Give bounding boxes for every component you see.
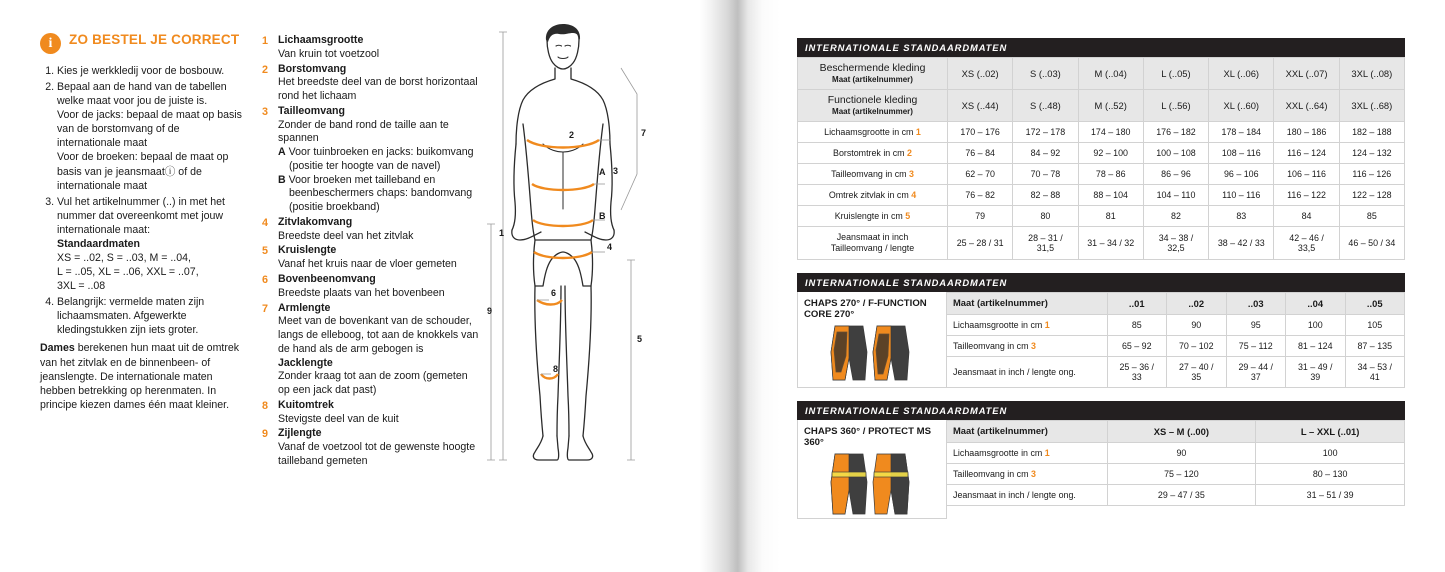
table-row (798, 90, 1405, 122)
table3-row1-label (947, 463, 1107, 484)
intro-block (40, 32, 245, 412)
table-cell: 70 – 78 (1013, 164, 1078, 185)
measurement-sub-text: Voor tuinbroeken en jacks: buikomvang (positie ter hoogte van de navel) (288, 146, 474, 172)
table1-head2-cell (798, 90, 948, 122)
table-cell: 105 (1345, 314, 1405, 335)
row-label-text: Lichaamsgrootte in cm (953, 319, 1043, 330)
table-cell: 90 (1167, 314, 1227, 335)
table-cell: XS (..02) (948, 58, 1013, 90)
intro-item-3-heading: Standaardmaten (57, 237, 141, 250)
table-cell: 31 – 49 / 39 (1286, 356, 1346, 387)
measurement-desc: Van kruin tot voetzool (278, 47, 380, 60)
table-cell: 31 – 34 / 32 (1078, 227, 1143, 259)
table-cell: 174 – 180 (1078, 122, 1143, 143)
table1-row2-label (798, 164, 948, 185)
row-mark: 4 (911, 190, 917, 201)
table-cell: 75 – 120 (1107, 463, 1256, 484)
table-cell: 75 – 112 (1226, 335, 1286, 356)
row-mark: 1 (1044, 319, 1050, 330)
intro-list-item (57, 80, 245, 193)
measurement-title: Armlengte (278, 301, 331, 314)
figure-label-B: B (599, 211, 606, 221)
size-tables (797, 38, 1405, 519)
table-cell: 87 – 135 (1345, 335, 1405, 356)
row-label-text: Jeansmaat in inch (836, 232, 909, 243)
table-cell: 25 – 28 / 31 (948, 227, 1013, 259)
table-row (798, 143, 1405, 164)
measurement-desc: Vanaf de voetzool tot de gewenste hoogte tailleband gemeten (278, 441, 476, 467)
row-label-text: Lichaamsgrootte in cm (824, 127, 914, 138)
table2-col-head: Maat (artikelnummer) (947, 292, 1107, 314)
row-label-text: Tailleomvang in cm (831, 169, 907, 180)
measurement-item-1 (262, 34, 482, 62)
measurement-title: Bovenbeenomvang (278, 273, 376, 286)
measurement-item-4 (262, 216, 482, 244)
figure-label-7: 7 (641, 128, 647, 138)
figure-label-9: 9 (487, 306, 493, 316)
table-row (798, 206, 1405, 227)
intro-list-item (57, 195, 245, 294)
intro-footer-text: berekenen hun maat uit de omtrek van het zitvlak en de binnenbeen- of jeanslengte. De internationale maten hebben betrekking op herenmaten. In principe kiezen dames één maat kleiner. (40, 342, 240, 411)
table-cell: 46 – 50 / 34 (1339, 227, 1404, 259)
intro-title: ZO BESTEL JE CORRECT (69, 32, 240, 47)
measurement-sub-label: A (278, 146, 286, 159)
intro-item-1-text: Kies je werkkledij voor de bosbouw. (57, 65, 225, 77)
table-cell: 88 – 104 (1078, 185, 1143, 206)
table-cell: XL (..06) (1209, 58, 1274, 90)
measurement-sub-a (278, 146, 482, 174)
measurement-number: 5 (262, 245, 269, 258)
table1-row0-label (798, 122, 948, 143)
table-row (798, 58, 1405, 90)
measurement-desc: Breedste deel van het zitvlak (278, 229, 414, 242)
table-cell: 96 – 106 (1209, 164, 1274, 185)
table1-head2-sub: Maat (artikelnummer) (832, 107, 913, 117)
table-row (947, 484, 1405, 505)
row-mark: 3 (1030, 340, 1036, 351)
measurement-list (262, 34, 482, 470)
info-icon: i (40, 33, 61, 54)
figure-label-5: 5 (637, 334, 643, 344)
table2-row0-label (947, 314, 1107, 335)
page-spine (700, 0, 780, 572)
table-row (947, 463, 1405, 484)
table-cell: 34 – 38 / 32,5 (1143, 227, 1208, 259)
table-cell: 80 (1013, 206, 1078, 227)
table-cell: 82 – 88 (1013, 185, 1078, 206)
table-cell: L (..05) (1143, 58, 1208, 90)
row-mark: 1 (1044, 447, 1050, 458)
table-cell: 84 (1274, 206, 1339, 227)
measurement-number: 7 (262, 302, 269, 315)
row-label-text: Tailleomvang in cm (953, 340, 1029, 351)
measurement-title: Lichaamsgrootte (278, 34, 364, 46)
table1-row3-label (798, 185, 948, 206)
measurement-desc: Zonder de band rond de taille aan te spannen (278, 118, 449, 145)
table-chaps-270 (947, 292, 1405, 388)
table-cell: 110 – 116 (1209, 185, 1274, 206)
measurement-item-6 (262, 273, 482, 301)
measurement-item-2 (262, 63, 482, 104)
table-cell: 182 – 188 (1339, 122, 1404, 143)
figure-label-3: 3 (613, 166, 619, 176)
table-cell: S (..03) (1013, 58, 1078, 90)
table-cell: 176 – 182 (1143, 122, 1208, 143)
table2-row2-label: Jeansmaat in inch / lengte ong. (947, 356, 1107, 387)
table1-row4-label (798, 206, 948, 227)
measurement-title: Borstomvang (278, 62, 347, 75)
table-cell: L (..56) (1143, 90, 1208, 122)
table-cell: 178 – 184 (1209, 122, 1274, 143)
row-mark: 3 (909, 169, 914, 180)
figure-label-2: 2 (569, 130, 575, 140)
table1-head2-main: Functionele kleding (827, 95, 918, 107)
table-cell: ..01 (1107, 292, 1167, 314)
table3-wrapper (797, 420, 1405, 519)
table2-banner: INTERNATIONALE STANDAARDMATEN (797, 273, 1405, 292)
table-cell: 79 (948, 206, 1013, 227)
table-row (947, 356, 1405, 387)
intro-list-item (57, 295, 245, 337)
table-cell: 116 – 122 (1274, 185, 1339, 206)
measurement-sub-label: B (278, 173, 286, 186)
table-cell: 85 (1107, 314, 1167, 335)
table-cell: 122 – 128 (1339, 185, 1404, 206)
measurement-number: 9 (262, 428, 269, 441)
measurement-number: 8 (262, 399, 269, 412)
table-cell: 34 – 53 / 41 (1345, 356, 1405, 387)
intro-footer (40, 341, 245, 411)
table-cell: 29 – 47 / 35 (1107, 484, 1256, 505)
table-cell: 31 – 51 / 39 (1256, 484, 1405, 505)
row-label-text: Lichaamsgrootte in cm (953, 447, 1043, 458)
table-row (947, 335, 1405, 356)
table-cell: 92 – 100 (1078, 143, 1143, 164)
intro-item-2-text: Bepaal aan de hand van de tabellen welke maat voor jou de juiste is. (57, 81, 227, 108)
measurement-item-7 (262, 302, 482, 398)
measurement-title: Tailleomvang (278, 104, 345, 117)
chaps-360-image (817, 450, 927, 518)
table-cell: 76 – 82 (948, 185, 1013, 206)
table-row (798, 227, 1405, 259)
measurement-sub-b (278, 174, 482, 215)
body-figure-svg (485, 24, 685, 464)
table-cell: 3XL (..68) (1339, 90, 1404, 122)
row-mark: 3 (1030, 468, 1036, 479)
intro-item-2-sub-a: Voor de jacks: bepaal de maat op basis van de borstomvang of de internationale maat (57, 109, 242, 150)
table-cell: 62 – 70 (948, 164, 1013, 185)
intro-item-4-text: Belangrijk: vermelde maten zijn lichaamsmaten. Afgewerkte kledingstukken zijn iets groter. (57, 296, 205, 337)
table-cell: 108 – 116 (1209, 143, 1274, 164)
table-gap (797, 388, 1405, 401)
table-cell: 100 (1286, 314, 1346, 335)
table1-head1-cell (798, 58, 948, 90)
measurement-item-5 (262, 244, 482, 272)
figure-label-4: 4 (607, 242, 613, 252)
table-cell: 83 (1209, 206, 1274, 227)
figure-label-A: A (599, 167, 606, 177)
table-cell: 29 – 44 / 37 (1226, 356, 1286, 387)
measurement-sub-text: Voor broeken met tailleband en beenbeschermers chaps: bandomvang (positie broekband) (288, 173, 473, 214)
table-cell: ..03 (1226, 292, 1286, 314)
intro-ordered-list (40, 64, 245, 337)
measurement-number: 2 (262, 63, 269, 76)
measurement-title-jacklengte: Jacklengte (278, 356, 333, 369)
table-cell: 104 – 110 (1143, 185, 1208, 206)
table-cell: 81 – 124 (1286, 335, 1346, 356)
table-cell: XXL (..64) (1274, 90, 1339, 122)
table1-head1-sub: Maat (artikelnummer) (832, 74, 913, 84)
table-row (947, 314, 1405, 335)
table-cell: 172 – 178 (1013, 122, 1078, 143)
table3-banner: INTERNATIONALE STANDAARDMATEN (797, 401, 1405, 420)
table3-row2-label: Jeansmaat in inch / lengte ong. (947, 484, 1107, 505)
intro-item-3-code-3: 3XL = ..08 (57, 280, 106, 293)
measurement-item-9 (262, 427, 482, 468)
table-cell: 85 (1339, 206, 1404, 227)
table-row (798, 122, 1405, 143)
figure-label-1: 1 (499, 228, 505, 238)
table3-col-head: Maat (artikelnummer) (947, 420, 1107, 442)
measurement-desc: Stevigste deel van de kuit (278, 412, 399, 425)
table-row (798, 185, 1405, 206)
table-standard-sizes (797, 57, 1405, 260)
table1-banner: INTERNATIONALE STANDAARDMATEN (797, 38, 1405, 57)
intro-list-item (57, 64, 245, 78)
table-cell: 42 – 46 / 33,5 (1274, 227, 1339, 259)
table-cell: 106 – 116 (1274, 164, 1339, 185)
table-cell: 116 – 126 (1339, 164, 1404, 185)
table-cell: 82 (1143, 206, 1208, 227)
measurement-desc: Het breedste deel van de borst horizontaal rond het lichaam (278, 76, 478, 103)
measurement-desc: Vanaf het kruis naar de vloer gemeten (278, 258, 457, 271)
table-cell: 80 – 130 (1256, 463, 1405, 484)
table-cell: 81 (1078, 206, 1143, 227)
table-cell: 28 – 31 / 31,5 (1013, 227, 1078, 259)
table-row (947, 420, 1405, 442)
row-label-text: Tailleomvang in cm (953, 468, 1029, 479)
table-cell: XS (..44) (948, 90, 1013, 122)
table-cell: M (..52) (1078, 90, 1143, 122)
table-cell: 27 – 40 / 35 (1167, 356, 1227, 387)
measurement-desc: Meet van de bovenkant van de schouder, langs de elleboog, tot aan de knokkels van de hand als de arm gebogen is (278, 315, 479, 355)
body-measurement-figure (485, 24, 685, 464)
table-cell: 116 – 124 (1274, 143, 1339, 164)
measurement-desc-jacklengte: Zonder kraag tot aan de zoom (gemeten op een jack dat past) (278, 370, 468, 397)
table3-row0-label (947, 442, 1107, 463)
table-cell: XS – M (..00) (1107, 420, 1256, 442)
table3-product-cell (797, 420, 947, 519)
table2-data (947, 292, 1405, 388)
measurement-title: Zitvlakomvang (278, 215, 353, 228)
table-cell: 84 – 92 (1013, 143, 1078, 164)
table-cell: ..04 (1286, 292, 1346, 314)
table1-row1-label (798, 143, 948, 164)
measurement-number: 6 (262, 274, 269, 287)
table3-product-title: CHAPS 360° / PROTECT MS 360° (804, 425, 931, 448)
table-cell: 78 – 86 (1078, 164, 1143, 185)
measurement-title: Kuitomtrek (278, 398, 334, 411)
intro-item-3-code-1: XS = ..02, S = ..03, M = ..04, (57, 252, 191, 265)
table-row (947, 292, 1405, 314)
figure-label-8: 8 (553, 364, 559, 374)
row-mark: 2 (907, 148, 912, 159)
table-cell: XL (..60) (1209, 90, 1274, 122)
intro-header (40, 32, 245, 54)
row-label-text: Kruislengte in cm (834, 211, 903, 222)
measurement-number: 4 (262, 216, 269, 229)
table-cell: 3XL (..08) (1339, 58, 1404, 90)
row-label-text: Omtrek zitvlak in cm (828, 190, 909, 201)
table3-data (947, 420, 1405, 519)
measurement-number: 3 (262, 105, 269, 118)
intro-item-3-text: Vul het artikelnummer (..) in met het nummer dat overeenkomt met jouw internationale maat: (57, 195, 225, 236)
table-chaps-360 (947, 420, 1405, 506)
row-mark: 5 (905, 211, 911, 222)
row-label-text-2: Tailleomvang / lengte (830, 242, 915, 253)
measurement-desc: Breedste plaats van het bovenbeen (278, 286, 445, 299)
table-cell: 86 – 96 (1143, 164, 1208, 185)
table-cell: 38 – 42 / 33 (1209, 227, 1274, 259)
table2-product-title: CHAPS 270° / F-FUNCTION CORE 270° (804, 297, 927, 320)
table-cell: M (..04) (1078, 58, 1143, 90)
table1-row5-label (798, 227, 948, 259)
table-cell: 100 (1256, 442, 1405, 463)
table-row (947, 442, 1405, 463)
table-cell: 90 (1107, 442, 1256, 463)
intro-footer-bold: Dames (40, 342, 75, 355)
table2-product-cell (797, 292, 947, 388)
table-row (798, 164, 1405, 185)
figure-label-6: 6 (551, 288, 557, 298)
table-cell: L – XXL (..01) (1256, 420, 1405, 442)
measurement-number: 1 (262, 35, 269, 47)
table-cell: 25 – 36 / 33 (1107, 356, 1167, 387)
table-cell: ..02 (1167, 292, 1227, 314)
table-gap (797, 260, 1405, 273)
measurement-item-3 (262, 105, 482, 215)
table-cell: S (..48) (1013, 90, 1078, 122)
table-cell: 170 – 176 (948, 122, 1013, 143)
table-cell: 180 – 186 (1274, 122, 1339, 143)
measurement-title: Zijlengte (278, 427, 322, 440)
chaps-270-image (817, 322, 927, 384)
table-cell: ..05 (1345, 292, 1405, 314)
table-cell: 95 (1226, 314, 1286, 335)
table-cell: 65 – 92 (1107, 335, 1167, 356)
table-cell: 124 – 132 (1339, 143, 1404, 164)
intro-item-2-sub-b: Voor de broeken: bepaal de maat op basis van je jeansmaatⓘ of de internationale maat (57, 151, 229, 192)
table-cell: XXL (..07) (1274, 58, 1339, 90)
table2-row1-label (947, 335, 1107, 356)
table2-wrapper (797, 292, 1405, 388)
table-cell: 100 – 108 (1143, 143, 1208, 164)
measurement-title: Kruislengte (278, 244, 337, 257)
measurement-item-8 (262, 399, 482, 427)
row-label-text: Borstomtrek in cm (833, 148, 905, 159)
table-cell: 70 – 102 (1167, 335, 1227, 356)
intro-item-3-code-2: L = ..05, XL = ..06, XXL = ..07, (57, 266, 199, 279)
row-mark: 1 (915, 127, 921, 138)
table1-head1-main: Beschermende kleding (819, 63, 926, 74)
table-cell: 76 – 84 (948, 143, 1013, 164)
